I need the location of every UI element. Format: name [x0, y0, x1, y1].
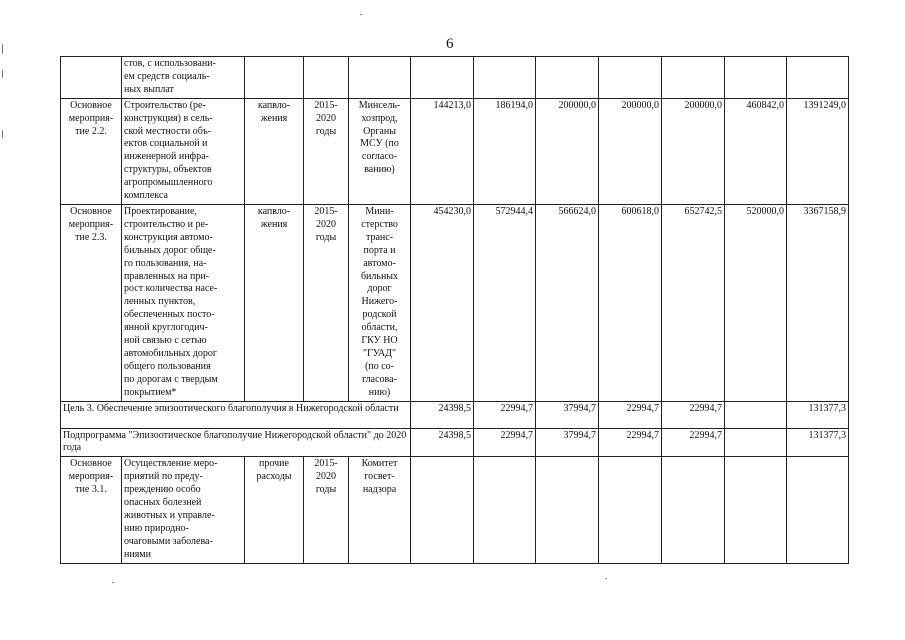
value-cell-2016: 572944,4: [474, 204, 536, 401]
margin-mark: [2, 44, 3, 54]
table-row-activity-3-1: [61, 457, 849, 563]
value-cell-2015: 24398,5: [411, 428, 474, 457]
value-cell-2016: 186194,0: [474, 98, 536, 204]
value-cell-2020: [725, 457, 787, 563]
expense-type-cell: капвло- жения: [245, 204, 304, 401]
value-cell-total: 131377,3: [787, 428, 849, 457]
subprogram-title-cell: Подпрограмма "Эпизоотическое благополучие Нижегородской области" до 2020 года: [61, 428, 411, 457]
value-cell-2017: 566624,0: [536, 204, 599, 401]
table-row-activity-2-2: [61, 98, 849, 204]
margin-mark: [2, 70, 3, 78]
activity-code-cell: Основное мероприя- тие 2.3.: [61, 204, 122, 401]
activity-name-cell: Строительство (ре- конструкция) в сель- ской местности объ- ектов социальной и инженерной инфра- структуры, объектов агропромышленного комплекса: [122, 98, 245, 204]
value-cell-total: 1391249,0: [787, 98, 849, 204]
value-cell-2020: [725, 428, 787, 457]
value-cell-2019: [662, 457, 725, 563]
value-cell-2018: 600618,0: [599, 204, 662, 401]
value-cell-2017: 200000,0: [536, 98, 599, 204]
value-cell-2017: 37994,7: [536, 428, 599, 457]
activity-code-cell: Основное мероприя- тие 3.1.: [61, 457, 122, 563]
executor-cell: Комитет госвет- надзора: [349, 457, 411, 563]
value-cell-2018: 22994,7: [599, 428, 662, 457]
value-cell-2019: 652742,5: [662, 204, 725, 401]
scan-speck: [605, 578, 607, 579]
activity-code-cell: [61, 57, 122, 99]
margin-mark: [2, 130, 3, 138]
value-cell-2015: 454230,0: [411, 204, 474, 401]
value-cell-2019: 22994,7: [662, 401, 725, 428]
activity-name-cell: Проектирование, строительство и ре- конструкция автомо- бильных дорог обще- го пользования, на- правленных на при- рост количества насе- ленных пунктов, обеспеченных посто- янной круглогодич- ной связью с сетью автомобильных дорог общего пользования по дорогам с твердым покрытием*: [122, 204, 245, 401]
goal-title-cell: Цель 3. Обеспечение эпизоотического благополучия в Нижегородской области: [61, 401, 411, 428]
expense-type-cell: капвло- жения: [245, 98, 304, 204]
period-cell: 2015- 2020 годы: [304, 204, 349, 401]
value-cell-2018: [599, 457, 662, 563]
expense-type-cell: прочие расходы: [245, 457, 304, 563]
activity-code-cell: Основное мероприя- тие 2.2.: [61, 98, 122, 204]
value-cell-2016: 22994,7: [474, 401, 536, 428]
value-cell-2017: 37994,7: [536, 401, 599, 428]
value-cell-2016: 22994,7: [474, 428, 536, 457]
period-cell: 2015- 2020 годы: [304, 98, 349, 204]
value-cell-2017: [536, 457, 599, 563]
page-number: 6: [446, 36, 454, 52]
executor-cell: Минсель- хозпрод, Органы МСУ (по согласо- ванию): [349, 98, 411, 204]
value-cell-2018: 22994,7: [599, 401, 662, 428]
value-cell-2019: 22994,7: [662, 428, 725, 457]
value-cell-2020: [725, 401, 787, 428]
table-row-goal-3: [61, 401, 849, 428]
table-row-activity-2-3: [61, 204, 849, 401]
executor-cell: Мини- стерство транс- порта и автомо- бильных дорог Нижего- родской области, ГКУ НО "ГУАД" (по со- гласова- нию): [349, 204, 411, 401]
value-cell-2015: [411, 457, 474, 563]
table-row-subprogram: [61, 428, 849, 457]
scan-speck: [360, 14, 362, 15]
value-cell-total: 3367158,9: [787, 204, 849, 401]
activity-name-cell: стов, с использовани- ем средств социаль- ных выплат: [122, 57, 245, 99]
activity-name-cell: Осуществление меро- приятий по преду- преждению особо опасных болезней животных и управле- нию природно- очаговыми заболева- ниями: [122, 457, 245, 563]
program-activities-table: [60, 56, 849, 564]
value-cell-total: 131377,3: [787, 401, 849, 428]
value-cell-2020: 520000,0: [725, 204, 787, 401]
value-cell-2015: 144213,0: [411, 98, 474, 204]
table-row-continuation: [61, 57, 849, 99]
value-cell-2019: 200000,0: [662, 98, 725, 204]
period-cell: 2015- 2020 годы: [304, 457, 349, 563]
value-cell-total: [787, 457, 849, 563]
scan-speck: [112, 582, 114, 583]
value-cell-2020: 460842,0: [725, 98, 787, 204]
value-cell-2015: 24398,5: [411, 401, 474, 428]
value-cell-2018: 200000,0: [599, 98, 662, 204]
value-cell-2016: [474, 457, 536, 563]
